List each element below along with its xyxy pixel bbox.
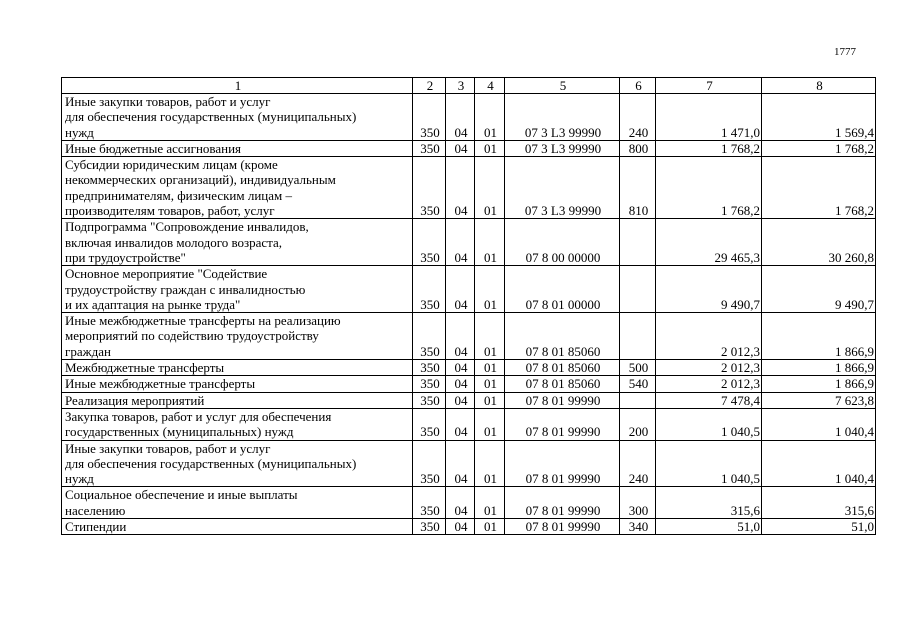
table-row — [62, 266, 876, 313]
row-amount-1-cell: 1 040,5 — [656, 408, 762, 440]
row-section-cell: 04 — [446, 392, 475, 408]
row-section-cell: 04 — [446, 266, 475, 313]
row-amount-1-cell: 1 471,0 — [656, 94, 762, 141]
row-target-item-cell: 07 3 L3 99990 — [505, 157, 620, 219]
row-subsection-cell: 01 — [475, 440, 505, 487]
row-amount-2-cell: 1 866,9 — [762, 313, 876, 360]
row-section-cell: 04 — [446, 94, 475, 141]
row-code-cell: 350 — [413, 408, 446, 440]
row-amount-1-cell: 1 768,2 — [656, 157, 762, 219]
row-amount-2-cell: 51,0 — [762, 519, 876, 535]
row-name-cell: Закупка товаров, работ и услуг для обеспечения государственных (муниципальных) нужд — [62, 408, 413, 440]
table-row — [62, 392, 876, 408]
column-header: 4 — [475, 78, 505, 94]
table-row — [62, 519, 876, 535]
budget-table — [61, 77, 876, 535]
row-name-cell: Реализация мероприятий — [62, 392, 413, 408]
table-row — [62, 440, 876, 487]
row-code-cell: 350 — [413, 266, 446, 313]
row-section-cell: 04 — [446, 313, 475, 360]
row-code-cell: 350 — [413, 360, 446, 376]
row-name-cell: Стипендии — [62, 519, 413, 535]
row-subsection-cell: 01 — [475, 219, 505, 266]
row-amount-2-cell: 1 768,2 — [762, 157, 876, 219]
table-row — [62, 94, 876, 141]
row-section-cell: 04 — [446, 140, 475, 156]
row-amount-1-cell: 1 768,2 — [656, 140, 762, 156]
row-expense-type-cell: 240 — [620, 94, 656, 141]
row-name-cell: Основное мероприятие "Содействие трудоустройству граждан с инвалидностью и их адаптация на рынке труда" — [62, 266, 413, 313]
row-amount-2-cell: 9 490,7 — [762, 266, 876, 313]
row-target-item-cell: 07 8 01 99990 — [505, 519, 620, 535]
column-header: 7 — [656, 78, 762, 94]
row-subsection-cell: 01 — [475, 157, 505, 219]
row-expense-type-cell: 800 — [620, 140, 656, 156]
row-target-item-cell: 07 8 01 00000 — [505, 266, 620, 313]
table-row — [62, 157, 876, 219]
row-code-cell: 350 — [413, 140, 446, 156]
row-subsection-cell: 01 — [475, 266, 505, 313]
row-target-item-cell: 07 8 00 00000 — [505, 219, 620, 266]
row-expense-type-cell — [620, 266, 656, 313]
row-target-item-cell: 07 3 L3 99990 — [505, 94, 620, 141]
row-amount-1-cell: 9 490,7 — [656, 266, 762, 313]
row-expense-type-cell — [620, 219, 656, 266]
table-row — [62, 487, 876, 519]
row-section-cell: 04 — [446, 219, 475, 266]
row-target-item-cell: 07 8 01 85060 — [505, 376, 620, 392]
row-name-cell: Иные закупки товаров, работ и услуг для обеспечения государственных (муниципальных) нужд — [62, 440, 413, 487]
row-expense-type-cell: 300 — [620, 487, 656, 519]
row-subsection-cell: 01 — [475, 313, 505, 360]
row-expense-type-cell: 240 — [620, 440, 656, 487]
row-amount-2-cell: 7 623,8 — [762, 392, 876, 408]
row-expense-type-cell: 340 — [620, 519, 656, 535]
row-name-cell: Иные межбюджетные трансферты — [62, 376, 413, 392]
row-amount-1-cell: 315,6 — [656, 487, 762, 519]
row-subsection-cell: 01 — [475, 408, 505, 440]
row-section-cell: 04 — [446, 440, 475, 487]
row-subsection-cell: 01 — [475, 519, 505, 535]
row-section-cell: 04 — [446, 376, 475, 392]
header-row — [62, 78, 876, 94]
page-number: 1777 — [834, 46, 856, 58]
row-amount-1-cell: 2 012,3 — [656, 360, 762, 376]
row-expense-type-cell: 200 — [620, 408, 656, 440]
row-code-cell: 350 — [413, 94, 446, 141]
row-target-item-cell: 07 8 01 99990 — [505, 392, 620, 408]
row-code-cell: 350 — [413, 376, 446, 392]
row-code-cell: 350 — [413, 219, 446, 266]
row-amount-1-cell: 2 012,3 — [656, 376, 762, 392]
row-name-cell: Иные закупки товаров, работ и услуг для обеспечения государственных (муниципальных) нужд — [62, 94, 413, 141]
row-code-cell: 350 — [413, 487, 446, 519]
row-amount-2-cell: 315,6 — [762, 487, 876, 519]
row-section-cell: 04 — [446, 487, 475, 519]
row-amount-1-cell: 1 040,5 — [656, 440, 762, 487]
row-amount-2-cell: 1 040,4 — [762, 408, 876, 440]
row-target-item-cell: 07 8 01 99990 — [505, 487, 620, 519]
row-amount-1-cell: 2 012,3 — [656, 313, 762, 360]
row-name-cell: Межбюджетные трансферты — [62, 360, 413, 376]
row-subsection-cell: 01 — [475, 94, 505, 141]
column-header: 6 — [620, 78, 656, 94]
row-code-cell: 350 — [413, 157, 446, 219]
column-header: 8 — [762, 78, 876, 94]
row-amount-1-cell: 7 478,4 — [656, 392, 762, 408]
row-amount-2-cell: 1 866,9 — [762, 360, 876, 376]
table-row — [62, 408, 876, 440]
row-section-cell: 04 — [446, 408, 475, 440]
row-target-item-cell: 07 8 01 99990 — [505, 440, 620, 487]
row-expense-type-cell: 500 — [620, 360, 656, 376]
row-subsection-cell: 01 — [475, 376, 505, 392]
row-subsection-cell: 01 — [475, 140, 505, 156]
row-subsection-cell: 01 — [475, 392, 505, 408]
row-expense-type-cell: 540 — [620, 376, 656, 392]
table-row — [62, 360, 876, 376]
row-target-item-cell: 07 8 01 85060 — [505, 313, 620, 360]
row-amount-2-cell: 30 260,8 — [762, 219, 876, 266]
table-row — [62, 140, 876, 156]
row-section-cell: 04 — [446, 519, 475, 535]
row-target-item-cell: 07 8 01 85060 — [505, 360, 620, 376]
column-header: 2 — [413, 78, 446, 94]
row-name-cell: Социальное обеспечение и иные выплаты населению — [62, 487, 413, 519]
row-amount-2-cell: 1 768,2 — [762, 140, 876, 156]
column-header: 1 — [62, 78, 413, 94]
row-target-item-cell: 07 3 L3 99990 — [505, 140, 620, 156]
table-row — [62, 313, 876, 360]
row-expense-type-cell — [620, 392, 656, 408]
row-expense-type-cell — [620, 313, 656, 360]
column-header: 3 — [446, 78, 475, 94]
row-name-cell: Иные межбюджетные трансферты на реализацию мероприятий по содействию трудоустройству граждан — [62, 313, 413, 360]
row-name-cell: Субсидии юридическим лицам (кроме некоммерческих организаций), индивидуальным предпринимателям, физическим лицам – производителям товаров, работ, услуг — [62, 157, 413, 219]
row-amount-2-cell: 1 040,4 — [762, 440, 876, 487]
row-code-cell: 350 — [413, 440, 446, 487]
row-section-cell: 04 — [446, 360, 475, 376]
row-code-cell: 350 — [413, 313, 446, 360]
row-amount-2-cell: 1 866,9 — [762, 376, 876, 392]
row-amount-1-cell: 29 465,3 — [656, 219, 762, 266]
row-name-cell: Подпрограмма "Сопровождение инвалидов, включая инвалидов молодого возраста, при трудоустройстве" — [62, 219, 413, 266]
table-body — [62, 94, 876, 535]
table-row — [62, 219, 876, 266]
row-section-cell: 04 — [446, 157, 475, 219]
row-code-cell: 350 — [413, 519, 446, 535]
row-code-cell: 350 — [413, 392, 446, 408]
row-target-item-cell: 07 8 01 99990 — [505, 408, 620, 440]
row-expense-type-cell: 810 — [620, 157, 656, 219]
table-row — [62, 376, 876, 392]
column-header: 5 — [505, 78, 620, 94]
row-subsection-cell: 01 — [475, 360, 505, 376]
row-amount-1-cell: 51,0 — [656, 519, 762, 535]
row-amount-2-cell: 1 569,4 — [762, 94, 876, 141]
row-name-cell: Иные бюджетные ассигнования — [62, 140, 413, 156]
row-subsection-cell: 01 — [475, 487, 505, 519]
